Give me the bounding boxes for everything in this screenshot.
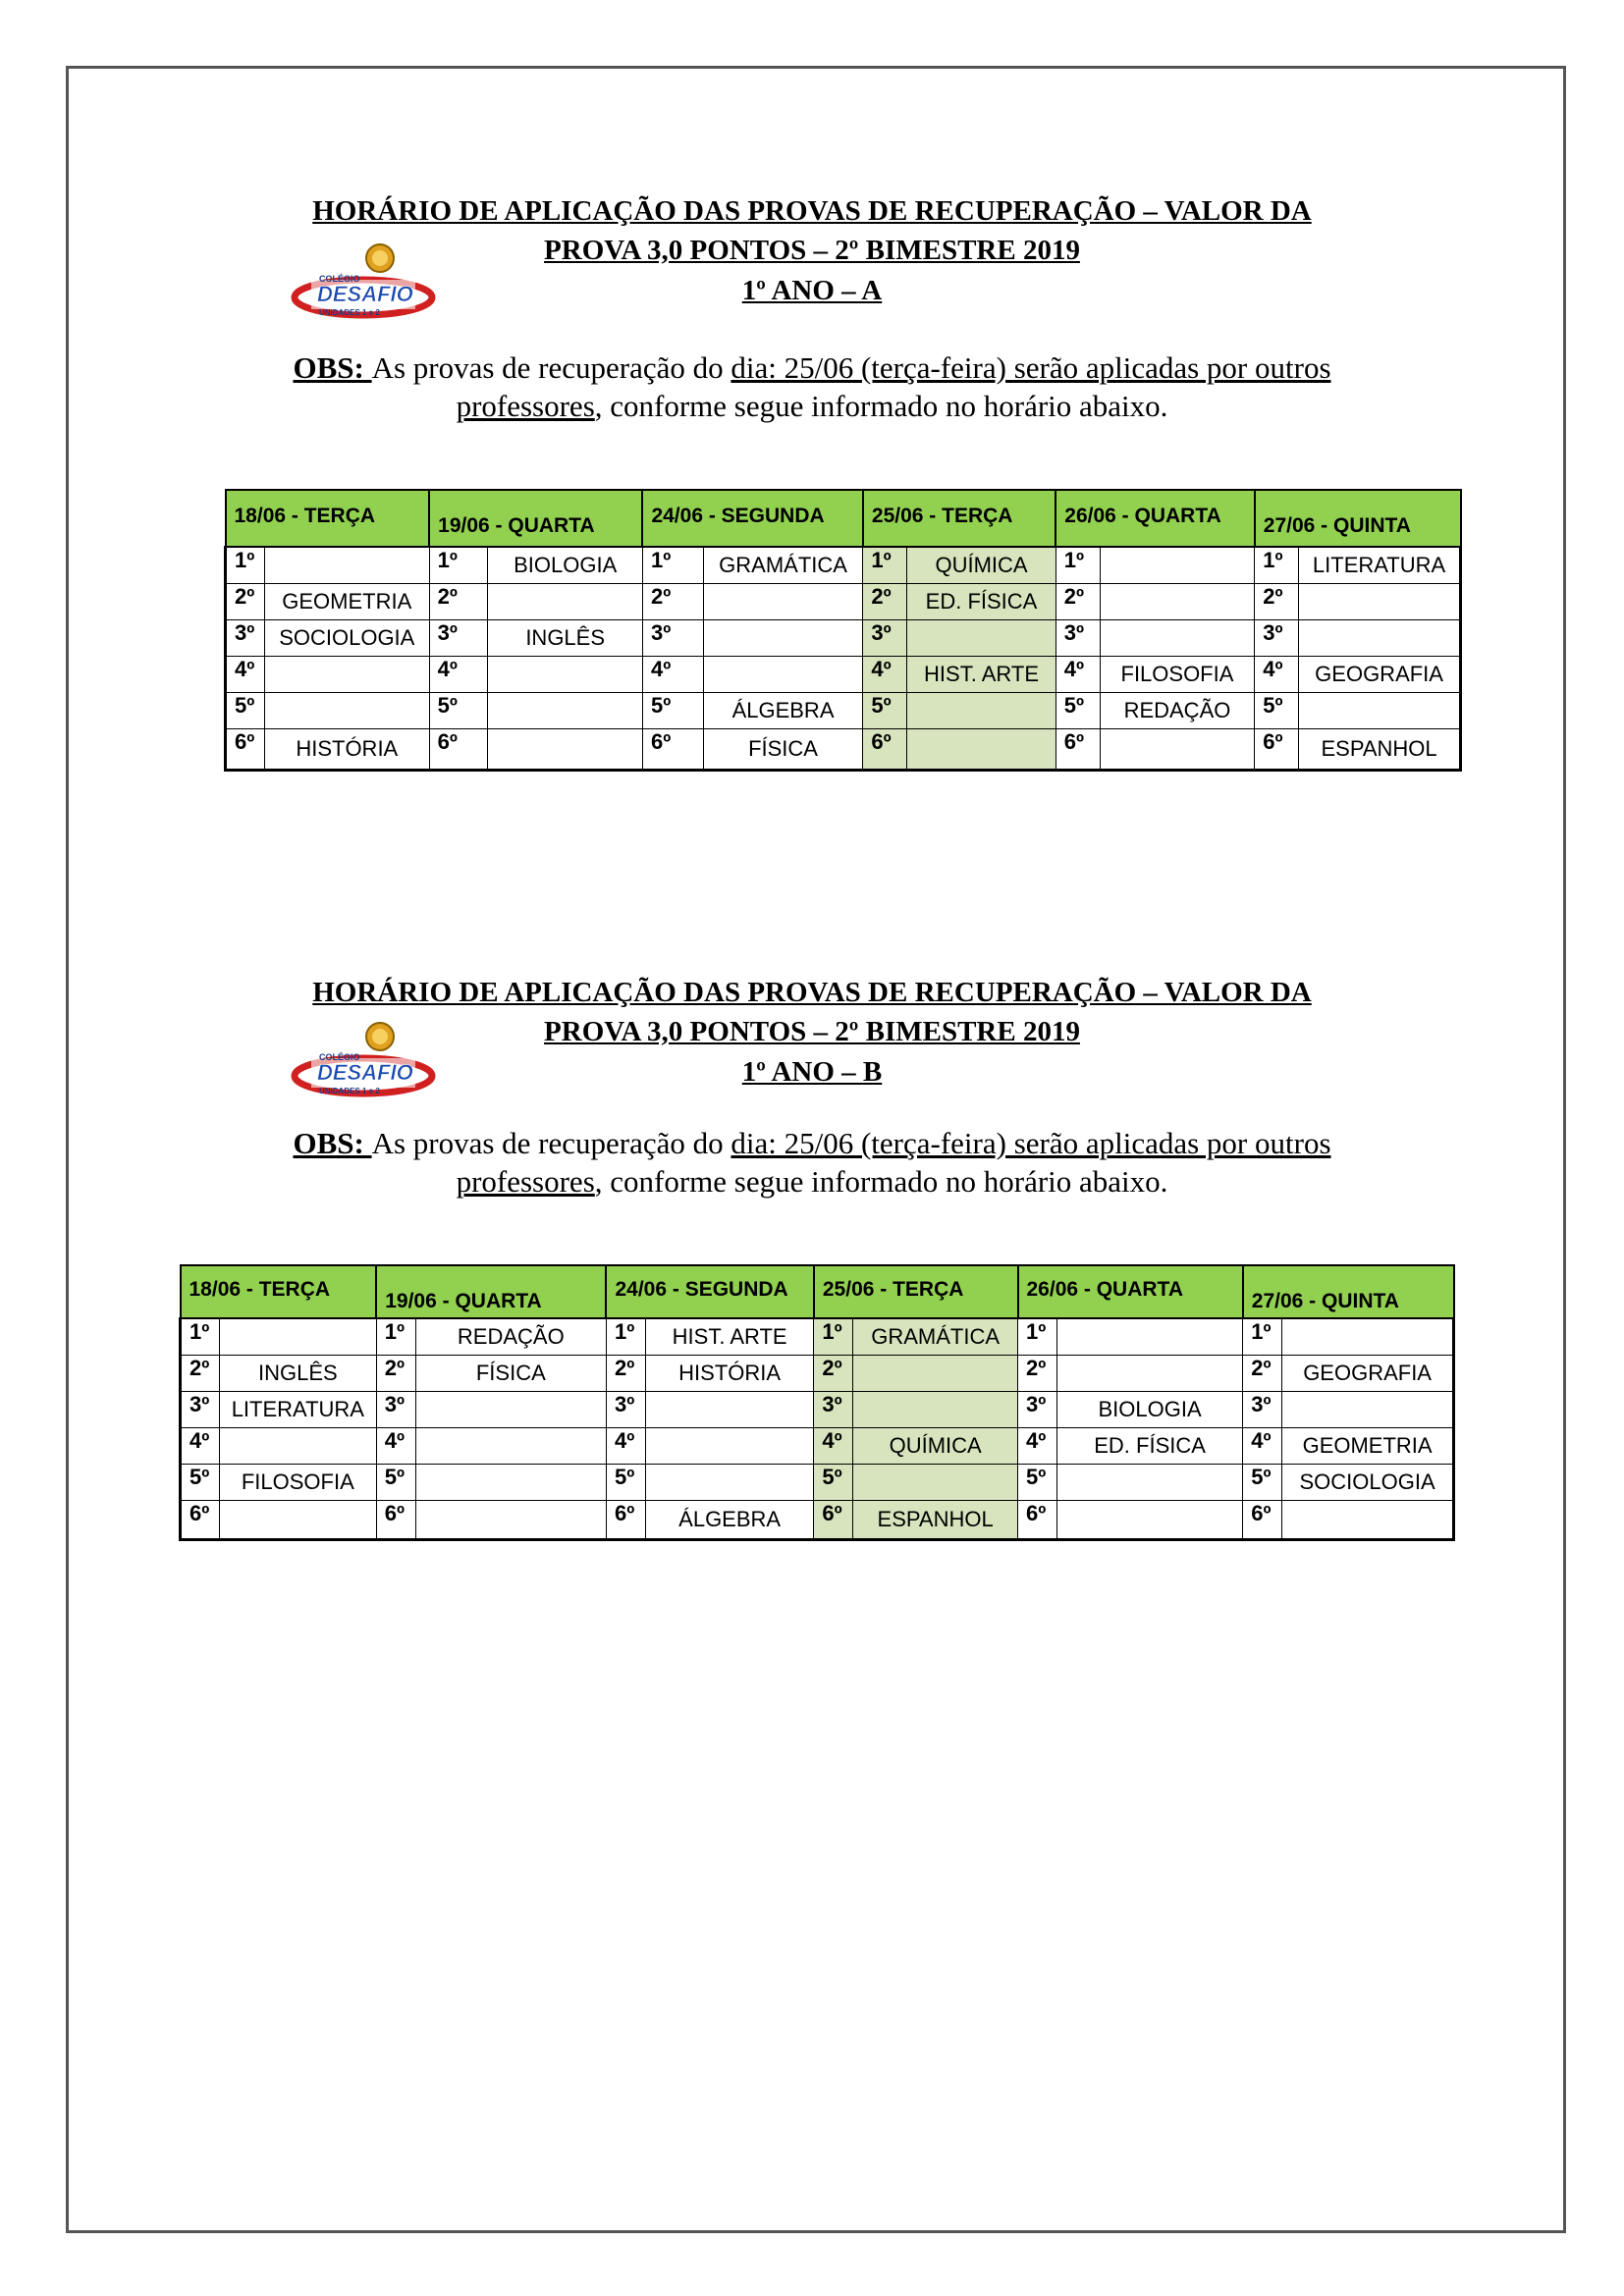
slot-number: 6º: [1243, 1501, 1282, 1540]
header-day-1: 18/06 - TERÇA: [226, 490, 430, 547]
subject-cell: [264, 657, 429, 693]
subject-cell: REDAÇÃO: [415, 1318, 606, 1356]
slot-number: 2º: [1243, 1356, 1282, 1392]
subject-cell: INGLÊS: [488, 620, 643, 657]
subject-cell: [488, 729, 643, 771]
subject-cell: [1056, 1356, 1242, 1392]
slot-number: 1º: [376, 1318, 415, 1356]
slot-number: 1º: [642, 547, 703, 584]
table-row: [226, 547, 1461, 584]
subject-cell: [907, 620, 1056, 657]
subject-cell: [415, 1465, 606, 1501]
subject-cell: ÁLGEBRA: [703, 693, 863, 729]
slot-number: 5º: [376, 1465, 415, 1501]
table-row: [181, 1392, 1454, 1428]
slot-number: 4º: [226, 657, 265, 693]
slot-number: 3º: [606, 1392, 645, 1428]
title-line-1: HORÁRIO DE APLICAÇÃO DAS PROVAS DE RECUPERAÇÃO – VALOR DA: [312, 195, 1312, 227]
slot-number: 5º: [1255, 693, 1299, 729]
subject-cell: [488, 657, 643, 693]
subject-cell: LITERATURA: [1299, 547, 1461, 584]
slot-number: 4º: [863, 657, 907, 693]
subject-cell: [219, 1501, 376, 1540]
table-row: [181, 1356, 1454, 1392]
subject-cell: FILOSOFIA: [219, 1465, 376, 1501]
svg-text:COLÉGIO: COLÉGIO: [319, 274, 360, 284]
subject-cell: HIST. ARTE: [907, 657, 1056, 693]
slot-number: 5º: [1056, 693, 1100, 729]
title-line-2: PROVA 3,0 PONTOS – 2º BIMESTRE 2019: [544, 235, 1080, 266]
slot-number: 1º: [429, 547, 488, 584]
slot-number: 2º: [429, 584, 488, 620]
subject-cell: HISTÓRIA: [264, 729, 429, 771]
slot-number: 2º: [181, 1356, 220, 1392]
subject-cell: [1299, 620, 1461, 657]
slot-number: 6º: [1018, 1501, 1057, 1540]
svg-text:UNIDADES 1 e 2: UNIDADES 1 e 2: [319, 308, 380, 317]
slot-number: 2º: [1018, 1356, 1057, 1392]
subject-cell: LITERATURA: [219, 1392, 376, 1428]
header-day-3: 24/06 - SEGUNDA: [606, 1265, 813, 1318]
subject-cell: [1056, 1318, 1242, 1356]
table-row: [226, 729, 1461, 771]
slot-number: 4º: [376, 1428, 415, 1465]
slot-number: 5º: [1018, 1465, 1057, 1501]
slot-number: 2º: [376, 1356, 415, 1392]
slot-number: 6º: [1255, 729, 1299, 771]
slot-number: 3º: [226, 620, 265, 657]
slot-number: 5º: [226, 693, 265, 729]
subject-cell: GEOGRAFIA: [1282, 1356, 1454, 1392]
slot-number: 6º: [863, 729, 907, 771]
table-row: [226, 584, 1461, 620]
school-logo: [290, 1019, 437, 1107]
svg-text:UNIDADES 1 e 2: UNIDADES 1 e 2: [319, 1087, 380, 1095]
slot-number: 4º: [181, 1428, 220, 1465]
subject-cell: [853, 1356, 1018, 1392]
slot-number: 4º: [642, 657, 703, 693]
slot-number: 4º: [1255, 657, 1299, 693]
slot-number: 5º: [181, 1465, 220, 1501]
subject-cell: [1282, 1392, 1454, 1428]
slot-number: 4º: [429, 657, 488, 693]
obs-line-2: professores, conforme segue informado no horário abaixo.: [456, 389, 1168, 423]
table-row: [181, 1428, 1454, 1465]
slot-number: 2º: [226, 584, 265, 620]
title-line-3: 1º ANO – B: [741, 1056, 883, 1088]
subject-cell: GEOMETRIA: [264, 584, 429, 620]
subject-cell: [853, 1392, 1018, 1428]
subject-cell: ED. FÍSICA: [1056, 1428, 1242, 1465]
slot-number: 6º: [1056, 729, 1100, 771]
subject-cell: [645, 1465, 813, 1501]
slot-number: 6º: [814, 1501, 853, 1540]
slot-number: 5º: [1243, 1465, 1282, 1501]
header-day-5: 26/06 - QUARTA: [1056, 490, 1255, 547]
svg-text:DESAFIO: DESAFIO: [317, 282, 413, 306]
subject-cell: [907, 729, 1056, 771]
header-day-4: 25/06 - TERÇA: [814, 1265, 1018, 1318]
slot-number: 3º: [1243, 1392, 1282, 1428]
slot-number: 3º: [863, 620, 907, 657]
subject-cell: [703, 657, 863, 693]
subject-cell: [703, 620, 863, 657]
slot-number: 4º: [1243, 1428, 1282, 1465]
slot-number: 1º: [1255, 547, 1299, 584]
subject-cell: FÍSICA: [703, 729, 863, 771]
slot-number: 3º: [642, 620, 703, 657]
subject-cell: [1100, 729, 1255, 771]
slot-number: 1º: [1243, 1318, 1282, 1356]
svg-text:DESAFIO: DESAFIO: [317, 1060, 413, 1085]
slot-number: 5º: [606, 1465, 645, 1501]
subject-cell: INGLÊS: [219, 1356, 376, 1392]
table-row: [226, 693, 1461, 729]
slot-number: 1º: [1018, 1318, 1057, 1356]
subject-cell: [264, 547, 429, 584]
subject-cell: ED. FÍSICA: [907, 584, 1056, 620]
slot-number: 2º: [642, 584, 703, 620]
header-day-2: 19/06 - QUARTA: [376, 1265, 606, 1318]
header-day-1: 18/06 - TERÇA: [181, 1265, 377, 1318]
subject-cell: [703, 584, 863, 620]
title-line-2: PROVA 3,0 PONTOS – 2º BIMESTRE 2019: [544, 1016, 1080, 1047]
title-line-1: HORÁRIO DE APLICAÇÃO DAS PROVAS DE RECUPERAÇÃO – VALOR DA: [312, 977, 1312, 1008]
subject-cell: [264, 693, 429, 729]
subject-cell: [907, 693, 1056, 729]
subject-cell: [1282, 1501, 1454, 1540]
slot-number: 3º: [814, 1392, 853, 1428]
subject-cell: HISTÓRIA: [645, 1356, 813, 1392]
subject-cell: SOCIOLOGIA: [264, 620, 429, 657]
title-line-3: 1º ANO – A: [741, 275, 883, 306]
table-row: [181, 1318, 1454, 1356]
subject-cell: [1056, 1501, 1242, 1540]
slot-number: 5º: [429, 693, 488, 729]
slot-number: 2º: [606, 1356, 645, 1392]
table-row: [181, 1501, 1454, 1540]
obs-line-2: professores, conforme segue informado no horário abaixo.: [456, 1164, 1168, 1199]
slot-number: 3º: [181, 1392, 220, 1428]
slot-number: 3º: [1255, 620, 1299, 657]
header-day-6: 27/06 - QUINTA: [1243, 1265, 1454, 1318]
subject-cell: BIOLOGIA: [1056, 1392, 1242, 1428]
subject-cell: REDAÇÃO: [1100, 693, 1255, 729]
slot-number: 4º: [1018, 1428, 1057, 1465]
subject-cell: [645, 1428, 813, 1465]
header-day-6: 27/06 - QUINTA: [1255, 490, 1461, 547]
subject-cell: GRAMÁTICA: [853, 1318, 1018, 1356]
slot-number: 6º: [642, 729, 703, 771]
slot-number: 3º: [1056, 620, 1100, 657]
subject-cell: [1056, 1465, 1242, 1501]
header-day-4: 25/06 - TERÇA: [863, 490, 1056, 547]
slot-number: 5º: [642, 693, 703, 729]
subject-cell: [415, 1392, 606, 1428]
header-day-2: 19/06 - QUARTA: [429, 490, 642, 547]
subject-cell: [1100, 620, 1255, 657]
subject-cell: HIST. ARTE: [645, 1318, 813, 1356]
subject-cell: ÁLGEBRA: [645, 1501, 813, 1540]
subject-cell: [1100, 547, 1255, 584]
slot-number: 1º: [226, 547, 265, 584]
subject-cell: [415, 1501, 606, 1540]
subject-cell: FÍSICA: [415, 1356, 606, 1392]
schedule-table-a: [224, 489, 1462, 772]
table-row: [226, 620, 1461, 657]
slot-number: 1º: [606, 1318, 645, 1356]
subject-cell: [1100, 584, 1255, 620]
slot-number: 1º: [863, 547, 907, 584]
slot-number: 2º: [814, 1356, 853, 1392]
subject-cell: BIOLOGIA: [488, 547, 643, 584]
schedule-table-b: [179, 1264, 1455, 1541]
slot-number: 6º: [429, 729, 488, 771]
slot-number: 3º: [376, 1392, 415, 1428]
table-row: [226, 657, 1461, 693]
slot-number: 4º: [1056, 657, 1100, 693]
slot-number: 6º: [376, 1501, 415, 1540]
slot-number: 6º: [226, 729, 265, 771]
slot-number: 2º: [863, 584, 907, 620]
subject-cell: [488, 693, 643, 729]
obs-line-1: OBS: As provas de recuperação do dia: 25/06 (terça-feira) serão aplicadas por outros: [293, 350, 1331, 385]
subject-cell: [1299, 693, 1461, 729]
subject-cell: [853, 1465, 1018, 1501]
slot-number: 3º: [1018, 1392, 1057, 1428]
header-day-3: 24/06 - SEGUNDA: [642, 490, 862, 547]
slot-number: 4º: [814, 1428, 853, 1465]
subject-cell: GEOMETRIA: [1282, 1428, 1454, 1465]
subject-cell: GRAMÁTICA: [703, 547, 863, 584]
subject-cell: [1299, 584, 1461, 620]
subject-cell: [645, 1392, 813, 1428]
subject-cell: ESPANHOL: [1299, 729, 1461, 771]
slot-number: 1º: [181, 1318, 220, 1356]
slot-number: 6º: [181, 1501, 220, 1540]
school-logo: [290, 240, 437, 329]
subject-cell: GEOGRAFIA: [1299, 657, 1461, 693]
subject-cell: SOCIOLOGIA: [1282, 1465, 1454, 1501]
svg-text:COLÉGIO: COLÉGIO: [319, 1052, 360, 1062]
slot-number: 1º: [1056, 547, 1100, 584]
slot-number: 6º: [606, 1501, 645, 1540]
slot-number: 3º: [429, 620, 488, 657]
slot-number: 1º: [814, 1318, 853, 1356]
slot-number: 4º: [606, 1428, 645, 1465]
slot-number: 5º: [863, 693, 907, 729]
slot-number: 2º: [1255, 584, 1299, 620]
subject-cell: [488, 584, 643, 620]
subject-cell: FILOSOFIA: [1100, 657, 1255, 693]
subject-cell: [219, 1318, 376, 1356]
subject-cell: QUÍMICA: [853, 1428, 1018, 1465]
slot-number: 2º: [1056, 584, 1100, 620]
table-row: [181, 1465, 1454, 1501]
slot-number: 5º: [814, 1465, 853, 1501]
header-day-5: 26/06 - QUARTA: [1018, 1265, 1243, 1318]
subject-cell: [219, 1428, 376, 1465]
subject-cell: [415, 1428, 606, 1465]
subject-cell: ESPANHOL: [853, 1501, 1018, 1540]
obs-line-1: OBS: As provas de recuperação do dia: 25/06 (terça-feira) serão aplicadas por outros: [293, 1126, 1331, 1160]
subject-cell: QUÍMICA: [907, 547, 1056, 584]
subject-cell: [1282, 1318, 1454, 1356]
